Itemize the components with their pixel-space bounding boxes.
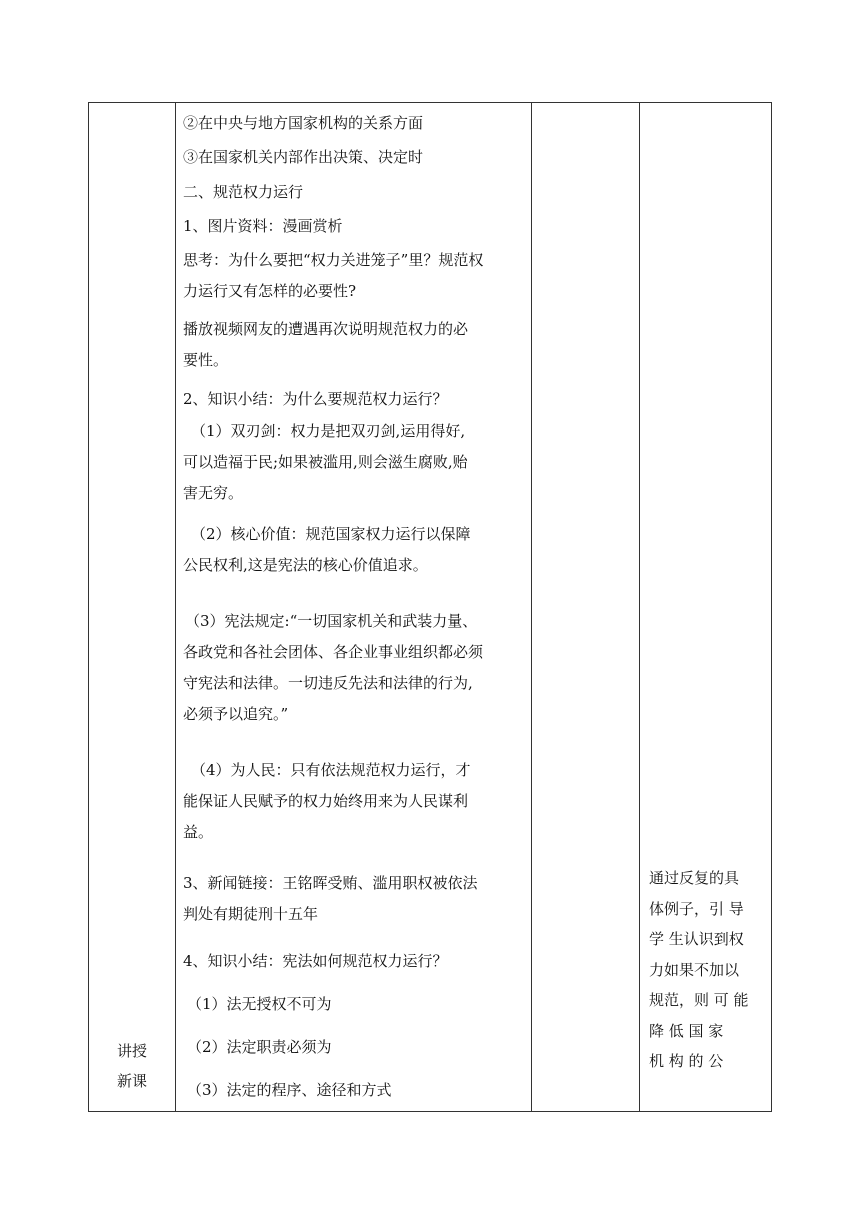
summary-heading: 4、知识小结：宪法如何规范权力运行？ [183, 952, 448, 970]
text-line: （2）核心价值：规范国家权力运行以保障 [191, 525, 471, 543]
text-line: ③在国家机关内部作出决策、决定时 [183, 148, 424, 166]
text-line: 播放视频网友的遭遇再次说明规范权力的必 [183, 320, 469, 338]
summary-heading: 2、知识小结：为什么要规范权力运行？ [183, 390, 448, 408]
news-link [183, 868, 528, 930]
note-line: 规范，则 可 能 [649, 991, 749, 1009]
rule-item: （2）法定职责必须为 [187, 1038, 332, 1056]
stage-label-line: 讲授 [116, 1042, 147, 1060]
text-line: 公民权利,这是宪法的核心价值追求。 [183, 556, 428, 574]
rule-item: （3）法定的程序、途径和方式 [187, 1081, 392, 1099]
text-line: 益。 [183, 823, 214, 841]
text-line: 能保证人民赋予的权力始终用来为人民谋利 [183, 792, 469, 810]
text-line: 力运行又有怎样的必要性? [183, 282, 357, 300]
note-line: 通过反复的具 [649, 869, 740, 887]
text-line: ②在中央与地方国家机构的关系方面 [183, 114, 424, 132]
text-line: 3、新闻链接：王铭晖受贿、滥用职权被依法 [183, 874, 478, 892]
point-for-people [183, 755, 528, 848]
text-line: 必须予以追究。” [183, 705, 289, 723]
text-line: 守宪法和法律。一切违反先法和法律的行为, [183, 674, 473, 692]
text-line: 1、图片资料：漫画赏析 [183, 217, 343, 235]
stage-label [89, 1036, 175, 1096]
point-double-edged-sword [183, 416, 528, 509]
text-line: 可以造福于民;如果被滥用,则会滋生腐败,贻 [183, 453, 468, 471]
note-line: 机 构 的 公 [649, 1052, 724, 1070]
design-intent-notes [649, 863, 765, 1077]
point-core-value [183, 519, 528, 581]
column-divider [639, 103, 640, 1111]
rule-item: （1）法无授权不可为 [187, 995, 332, 1013]
text-line: （1）双刃剑：权力是把双刃剑,运用得好, [191, 422, 466, 440]
text-line: 要性。 [183, 351, 229, 369]
note-line: 力如果不加以 [649, 960, 740, 979]
text-line: 判处有期徒刑十五年 [183, 905, 319, 923]
column-divider [531, 103, 532, 1111]
section-heading: 二、规范权力运行 [183, 183, 304, 201]
text-line: 各政党和各社会团体、各企业事业组织都必须 [183, 643, 484, 661]
think-question [183, 245, 528, 307]
text-line: 思考：为什么要把“权力关进笼子”里？规范权 [183, 251, 484, 269]
text-line: 害无穷。 [183, 484, 244, 502]
text-line: （4）为人民：只有依法规范权力运行，才 [191, 761, 471, 779]
lesson-plan-table [88, 102, 772, 1112]
note-line: 降 低 国 家 [649, 1021, 724, 1040]
stage-label-line: 新课 [116, 1072, 147, 1090]
point-constitution [183, 606, 528, 730]
note-line: 体例子，引 导 [649, 899, 744, 918]
video-note [183, 314, 528, 376]
note-line: 学 生认识到权 [649, 930, 744, 948]
column-divider [175, 103, 176, 1111]
text-line: （3）宪法规定:“一切国家机关和武装力量、 [185, 612, 478, 630]
